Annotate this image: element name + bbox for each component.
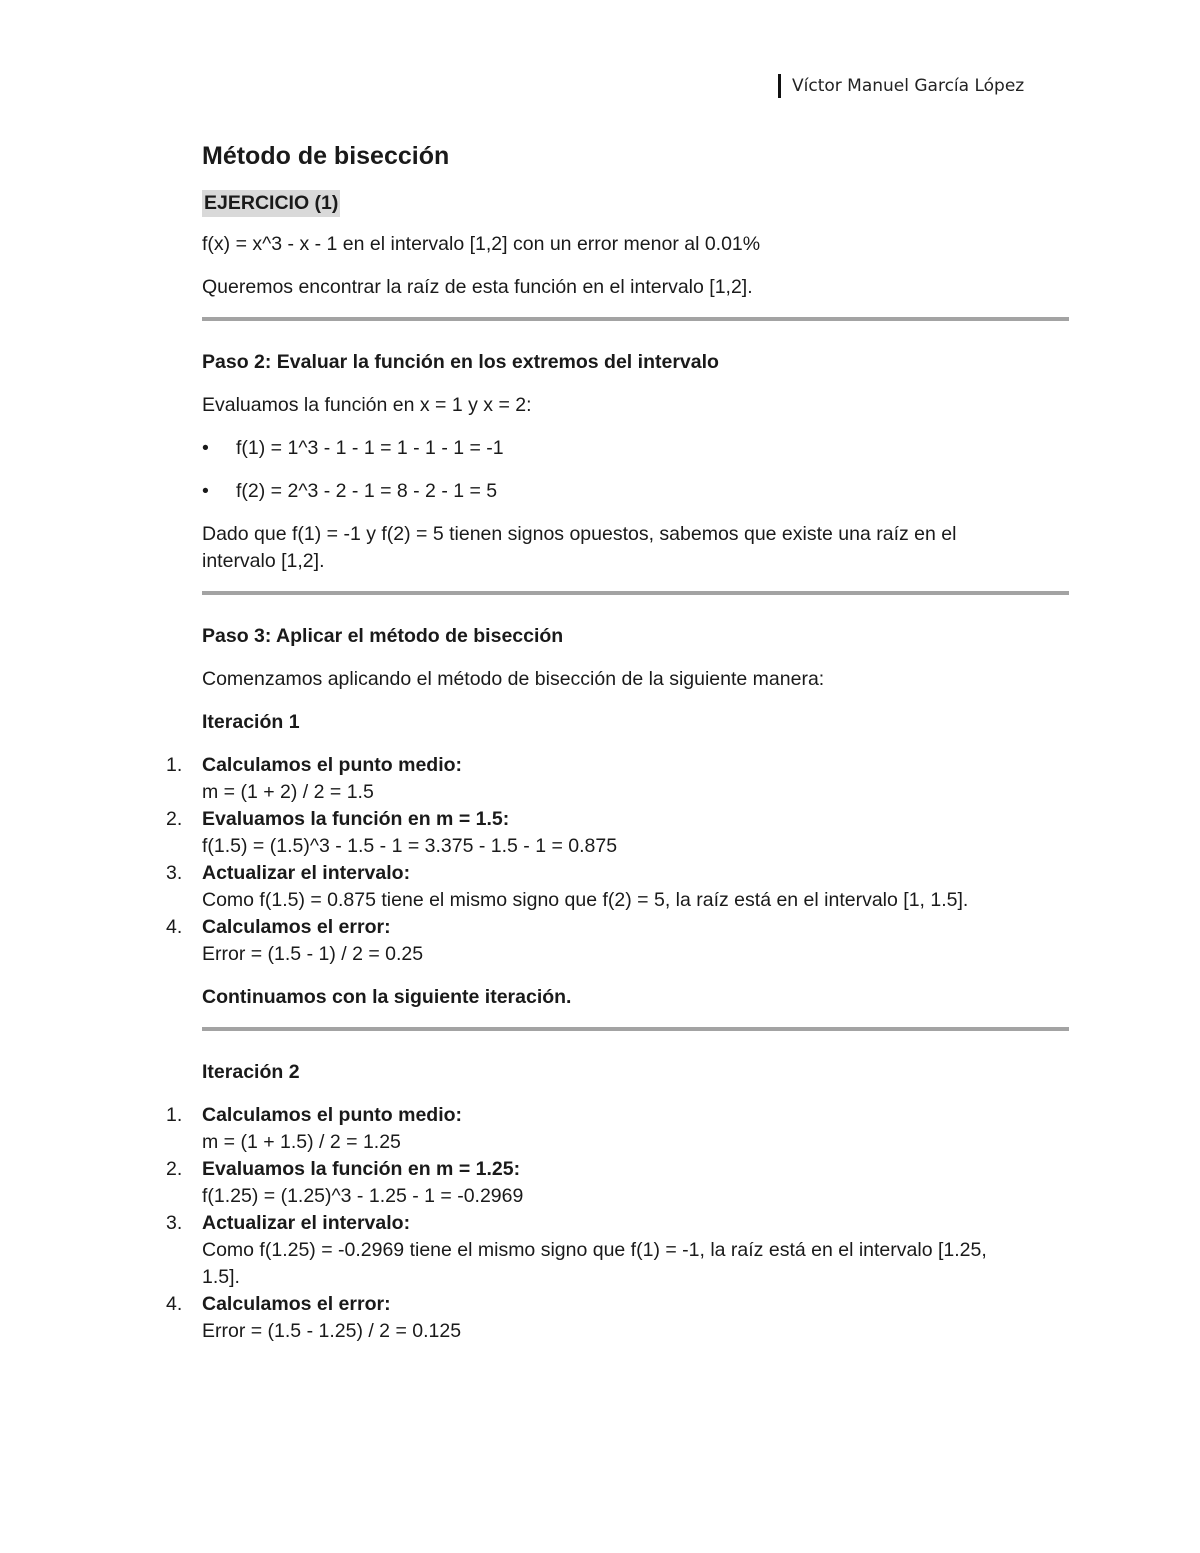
list-item: [166, 1102, 1069, 1156]
section-divider: [202, 591, 1069, 595]
iteration1-steps: [166, 752, 1069, 968]
step-number: 2.: [166, 808, 183, 830]
step-text: f(1.25) = (1.25)^3 - 1.25 - 1 = -0.2969: [202, 1185, 524, 1207]
step-label: Evaluamos la función en m = 1.5:: [202, 808, 510, 830]
step-number: 4.: [166, 916, 183, 938]
step-text: Error = (1.5 - 1.25) / 2 = 0.125: [202, 1320, 462, 1342]
step-label: Evaluamos la función en m = 1.25:: [202, 1158, 521, 1180]
continue-text: Continuamos con la siguiente iteración.: [202, 986, 572, 1008]
bullet-icon: •: [202, 437, 209, 459]
step-text: m = (1 + 1.5) / 2 = 1.25: [202, 1131, 401, 1153]
step-label: Calculamos el punto medio:: [202, 754, 463, 776]
step-number: 1.: [166, 754, 183, 776]
step-text: f(1.5) = (1.5)^3 - 1.5 - 1 = 3.375 - 1.5 - 1 = 0.875: [202, 835, 618, 857]
list-item: [166, 860, 1069, 914]
step-text: Como f(1.5) = 0.875 tiene el mismo signo que f(2) = 5, la raíz está en el intervalo [1, 1.5].: [202, 889, 969, 911]
section-divider: [202, 1027, 1069, 1031]
step-number: 3.: [166, 1212, 183, 1234]
page-header: [778, 74, 1024, 98]
page-title: Método de bisección: [202, 142, 450, 170]
exercise-tag: EJERCICIO (1): [202, 190, 340, 217]
step3-lead: Comenzamos aplicando el método de bisección de la siguiente manera:: [202, 668, 825, 690]
list-item: [166, 806, 1069, 860]
bullet-icon: •: [202, 480, 209, 502]
iteration1-title: Iteración 1: [202, 711, 300, 733]
list-item: [166, 1210, 1069, 1291]
step-label: Calculamos el error:: [202, 916, 391, 938]
list-item: [166, 752, 1069, 806]
list-item: [166, 1291, 1069, 1345]
list-item: [202, 478, 1069, 505]
step2-conclusion: Dado que f(1) = -1 y f(2) = 5 tienen signos opuestos, sabemos que existe una raíz en el intervalo [1,2].: [202, 523, 957, 572]
list-item: [166, 914, 1069, 968]
intro-function: f(x) = x^3 - x - 1 en el intervalo [1,2] con un error menor al 0.01%: [202, 233, 761, 255]
step-number: 4.: [166, 1293, 183, 1315]
document-body: [166, 140, 1069, 1361]
step3-heading: Paso 3: Aplicar el método de bisección: [202, 625, 564, 647]
step-number: 1.: [166, 1104, 183, 1126]
section-divider: [202, 317, 1069, 321]
bullet-text: f(1) = 1^3 - 1 - 1 = 1 - 1 - 1 = -1: [236, 437, 504, 459]
author-name: Víctor Manuel García López: [792, 76, 1025, 96]
iteration2-title: Iteración 2: [202, 1061, 300, 1083]
step-label: Calculamos el punto medio:: [202, 1104, 463, 1126]
step2-bullet-list: [202, 435, 1069, 505]
step-label: Actualizar el intervalo:: [202, 1212, 411, 1234]
step-number: 2.: [166, 1158, 183, 1180]
step-text: Como f(1.25) = -0.2969 tiene el mismo signo que f(1) = -1, la raíz está en el intervalo [1.25, 1.5].: [202, 1239, 987, 1288]
iteration2-steps: [166, 1102, 1069, 1345]
list-item: [166, 1156, 1069, 1210]
bullet-text: f(2) = 2^3 - 2 - 1 = 8 - 2 - 1 = 5: [236, 480, 498, 502]
step-number: 3.: [166, 862, 183, 884]
list-item: [202, 435, 1069, 462]
step2-heading: Paso 2: Evaluar la función en los extremos del intervalo: [202, 351, 719, 373]
step-text: Error = (1.5 - 1) / 2 = 0.25: [202, 943, 424, 965]
step-text: m = (1 + 2) / 2 = 1.5: [202, 781, 374, 803]
step2-lead: Evaluamos la función en x = 1 y x = 2:: [202, 394, 532, 416]
step-label: Actualizar el intervalo:: [202, 862, 411, 884]
intro-goal: Queremos encontrar la raíz de esta función en el intervalo [1,2].: [202, 276, 753, 298]
step-label: Calculamos el error:: [202, 1293, 391, 1315]
